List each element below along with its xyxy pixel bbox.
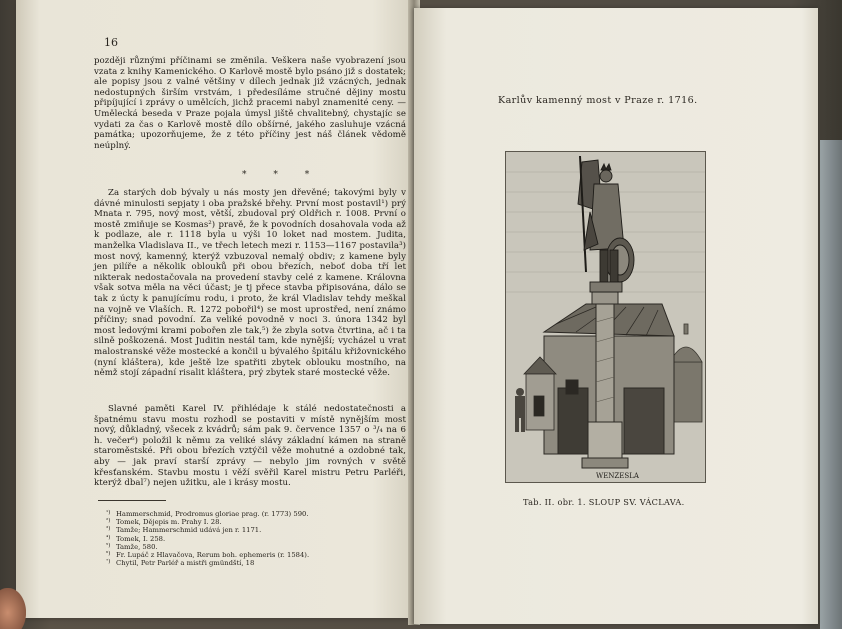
footnote-text: Chytil, Petr Parléř a mistři gmündští, 18	[116, 559, 255, 568]
plate-title: Karlův kamenný most v Praze r. 1716.	[498, 95, 698, 106]
footnote-mark: ²)	[106, 518, 111, 525]
footnote	[106, 559, 396, 567]
reader-thumb	[0, 588, 26, 629]
footnote-text: Tomek, Dějepis m. Prahy I. 28.	[116, 518, 222, 527]
footnotes-list	[106, 510, 396, 567]
plate-caption: Tab. II. obr. 1. SLOUP SV. VÁCLAVA.	[523, 497, 685, 507]
engraving-plate	[505, 151, 706, 483]
footnote-text: Tamže, 580.	[116, 542, 158, 551]
footnote-mark: ⁶)	[106, 551, 111, 558]
footnote-mark: ⁷)	[106, 559, 111, 566]
footnote	[106, 518, 396, 526]
footnote-mark: ⁴)	[106, 534, 111, 541]
footnote	[106, 510, 396, 518]
footnote	[106, 551, 396, 559]
left-page	[16, 0, 412, 618]
footnote-text: Tamže; Hammerschmid udává jen r. 1171.	[116, 526, 262, 535]
engraving-illustration	[506, 152, 705, 482]
paragraph-charles-iv: Slavné paměti Karel IV. přihlédaje k stálé nedostatečnosti a špatnému stavu mostu rozhodl se postaviti v místě nynějším most nový, důkladný, všecek z kvádrů; sám pak 9. července 1357 o ³/₄ na 6 h. večer⁶) položil k němu za veliké slávy základní kámen na straně staroměstské. Při obou březích vztýčil věže mohutné a ozdobné tak, aby — jak praví starší zprávy — nebylo jim rovných v světě křesťanském. Stavbu mostu i věží svěřil Karel mistru Petru Parléři, kterýž dbal⁷) nejen užitku, ale i krásy mostu.	[94, 404, 406, 489]
paragraph-history: Za starých dob bývaly u nás mosty jen dřevěné; takovými byly v dávné minulosti sepjaty i oba pražské břehy. První most postavil¹) prý Mnata r. 795, nový most, větší, zbudoval prý Oldřich r. 1008. První o mostě zmiňuje se Kosmas²) pravě, že k povodních dosahovala voda až k podlaze, ale r. 1118 byla u výši 10 loket nad mostem. Judita, manželka Vladislava II., ve třech letech mezi r. 1153—1167 postavila³) most nový, kamenný, kterýž vzbuzoval nemalý obdiv; z kamene byly jen pilíře a několik oblouků při obou březích, neboť doba tří let nikterak nedostačovala na provedení stavby celé z kamene. Královna však sotva měla na věci účast; je tj přece stavba připisována, dálo se tak z úcty k panujícímu rodu, i proto, že král Vladislav tehdy meškal na vojně ve Vlaších. R. 1272 pobořil⁴) se most uprostřed, není známo příčiny; snad povodní. Za veliké povodně v noci 3. února 1342 byl most ledovými krami pobořen zle tak,⁵) že zbyla sotva čtvrtina, ač i ta silně poškozená. Most Juditin nestál tam, kde nynější; vycházel u vrat malostranské věže mostecké a končil u bývalého špitálu křižovnického (nyní kláštera), kde ještě lze spatřiti zbytek oblouku mostního, na němž stojí západní risalit kláštera, prý zbytek staré mostecké věže.	[94, 188, 406, 379]
footnote	[106, 535, 396, 543]
section-separator: * * *	[242, 170, 322, 180]
engraving-inscription: WENZESLA	[596, 472, 639, 480]
footnote	[106, 543, 396, 551]
footnote-text: Tomek, I. 258.	[116, 534, 166, 543]
paragraph-intro: později různými příčinami se změnila. Veškera naše vyobrazení jsou vzata z knihy Kamenického. O Karlově mostě bylo psáno již s dostatek; ale popisy jsou z valné většiny v dílech jednak již vzácných, jednak nedostupných širším vrstvám, i předesíláme stručné dějiny mostu připíjující i zprávy o umělcích, jichž pracemi nabyl znamenité ceny. — Umělecká beseda v Praze pojala úmysl jiště chvalitebný, chystajíc se vydati za čas o Karlově mostě dílo obšírné, jakého zasluhuje vzácná památka; upozorňujeme, že z této příčiny jest náš článek vědomě neúplný.	[94, 56, 406, 151]
footnote-mark: ⁵)	[106, 542, 111, 549]
page-number: 16	[104, 36, 118, 49]
footnote-rule	[98, 500, 166, 501]
footnote-mark: ¹)	[106, 510, 111, 516]
footnote-text: Fr. Lupáč z Hlavačova, Rerum boh. ephemeris (r. 1584).	[116, 551, 310, 560]
footnote-mark: ³)	[106, 526, 111, 533]
footnote	[106, 526, 396, 534]
background-object	[820, 140, 842, 629]
footnote-text: Hammerschmid, Prodromus gloriae prag. (r. 1773) 590.	[116, 510, 309, 518]
